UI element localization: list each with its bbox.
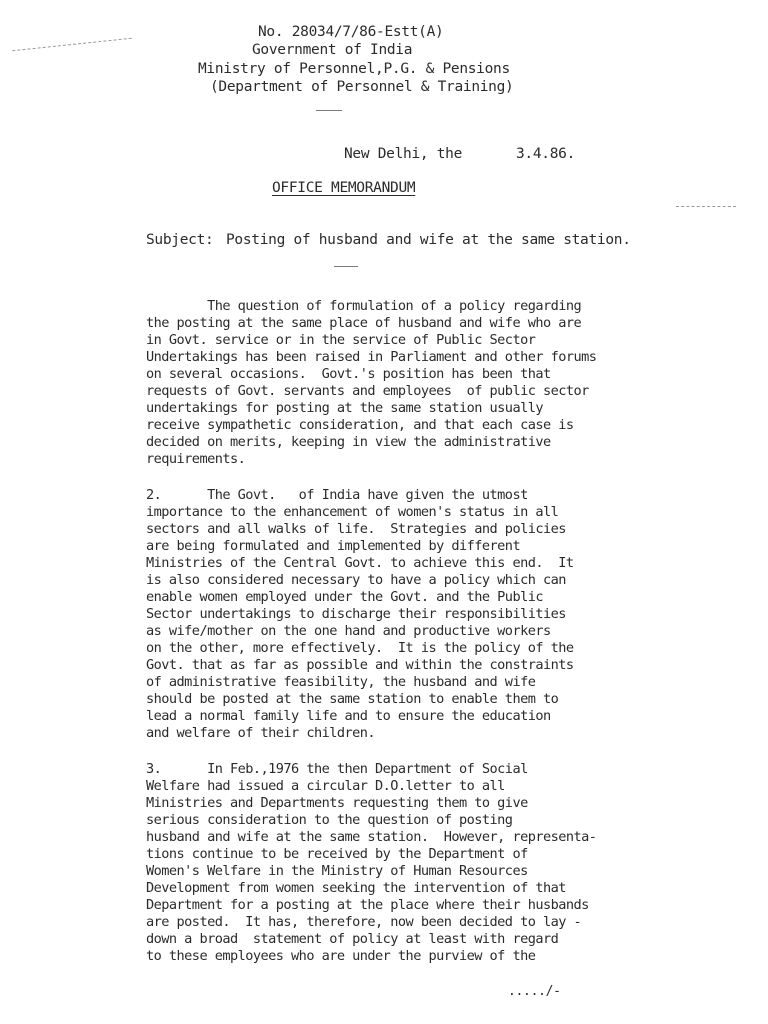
paragraph-line: and welfare of their children. xyxy=(146,725,376,741)
place-label: New Delhi, the xyxy=(344,146,463,162)
paragraph-line: sectors and all walks of life. Strategies and policies xyxy=(146,521,566,537)
paragraph-line: requirements. xyxy=(146,451,246,467)
memo-date: 3.4.86. xyxy=(516,146,576,162)
paragraph-line: 2. The Govt. of India have given the utmost xyxy=(146,487,528,503)
ministry-name: Ministry of Personnel,P.G. & Pensions xyxy=(198,61,510,77)
paragraph-line: down a broad statement of policy at least with regard xyxy=(146,931,559,947)
paragraph-line: lead a normal family life and to ensure the education xyxy=(146,708,551,724)
paragraph-line: as wife/mother on the one hand and productive workers xyxy=(146,623,551,639)
paragraph-line: the posting at the same place of husband and wife who are xyxy=(146,315,582,331)
paragraph-line: Ministries and Departments requesting them to give xyxy=(146,795,528,811)
paragraph-line: Undertakings has been raised in Parliament and other forums xyxy=(146,349,597,365)
scan-mark-top-left xyxy=(12,38,131,52)
header-dash xyxy=(316,110,342,111)
subject-label: Subject: xyxy=(146,232,214,248)
paragraph-line: of administrative feasibility, the husband and wife xyxy=(146,674,536,690)
paragraph-line: Department for a posting at the place where their husbands xyxy=(146,897,589,913)
paragraph-line: is also considered necessary to have a policy which can xyxy=(146,572,566,588)
paragraph-line: on several occasions. Govt.'s position has been that xyxy=(146,366,551,382)
paragraph-line: tions continue to be received by the Department of xyxy=(146,846,528,862)
paragraph-line: Development from women seeking the intervention of that xyxy=(146,880,566,896)
paragraph-line: requests of Govt. servants and employees of public sector xyxy=(146,383,589,399)
subject-text: Posting of husband and wife at the same station. xyxy=(226,232,631,248)
paragraph-line: decided on merits, keeping in view the administrative xyxy=(146,434,551,450)
scan-mark-right xyxy=(676,206,736,207)
paragraph-line: 3. In Feb.,1976 the then Department of Social xyxy=(146,761,528,777)
paragraph-line: Sector undertakings to discharge their responsibilities xyxy=(146,606,566,622)
paragraph-line: undertakings for posting at the same station usually xyxy=(146,400,543,416)
paragraph-line: Ministries of the Central Govt. to achieve this end. It xyxy=(146,555,574,571)
file-number: No. 28034/7/86-Estt(A) xyxy=(258,24,444,40)
department-name: (Department of Personnel & Training) xyxy=(210,79,514,95)
govt-name: Government of India xyxy=(252,42,413,58)
paragraph-line: Govt. that as far as possible and within the constraints xyxy=(146,657,574,673)
paragraph-line: Welfare had issued a circular D.O.letter to all xyxy=(146,778,505,794)
paragraph-line: in Govt. service or in the service of Public Sector xyxy=(146,332,536,348)
paragraph-line: are posted. It has, therefore, now been decided to lay - xyxy=(146,914,582,930)
paragraph-line: receive sympathetic consideration, and that each case is xyxy=(146,417,574,433)
paragraph-line: should be posted at the same station to enable them to xyxy=(146,691,559,707)
paragraph-line: husband and wife at the same station. However, representa- xyxy=(146,829,597,845)
memo-title: OFFICE MEMORANDUM xyxy=(272,180,416,196)
subject-dash xyxy=(334,266,358,267)
paragraph-line: serious consideration to the question of posting xyxy=(146,812,513,828)
paragraph-line: are being formulated and implemented by different xyxy=(146,538,521,554)
paragraph-line: Women's Welfare in the Ministry of Human Resources xyxy=(146,863,528,879)
paragraph-line: importance to the enhancement of women's status in all xyxy=(146,504,559,520)
continuation-mark: ...../- xyxy=(508,984,561,999)
paragraph-line: to these employees who are under the purview of the xyxy=(146,948,536,964)
paragraph-line: The question of formulation of a policy regarding xyxy=(146,298,582,314)
paragraph-line: enable women employed under the Govt. and the Public xyxy=(146,589,543,605)
paragraph-line: on the other, more effectively. It is the policy of the xyxy=(146,640,574,656)
